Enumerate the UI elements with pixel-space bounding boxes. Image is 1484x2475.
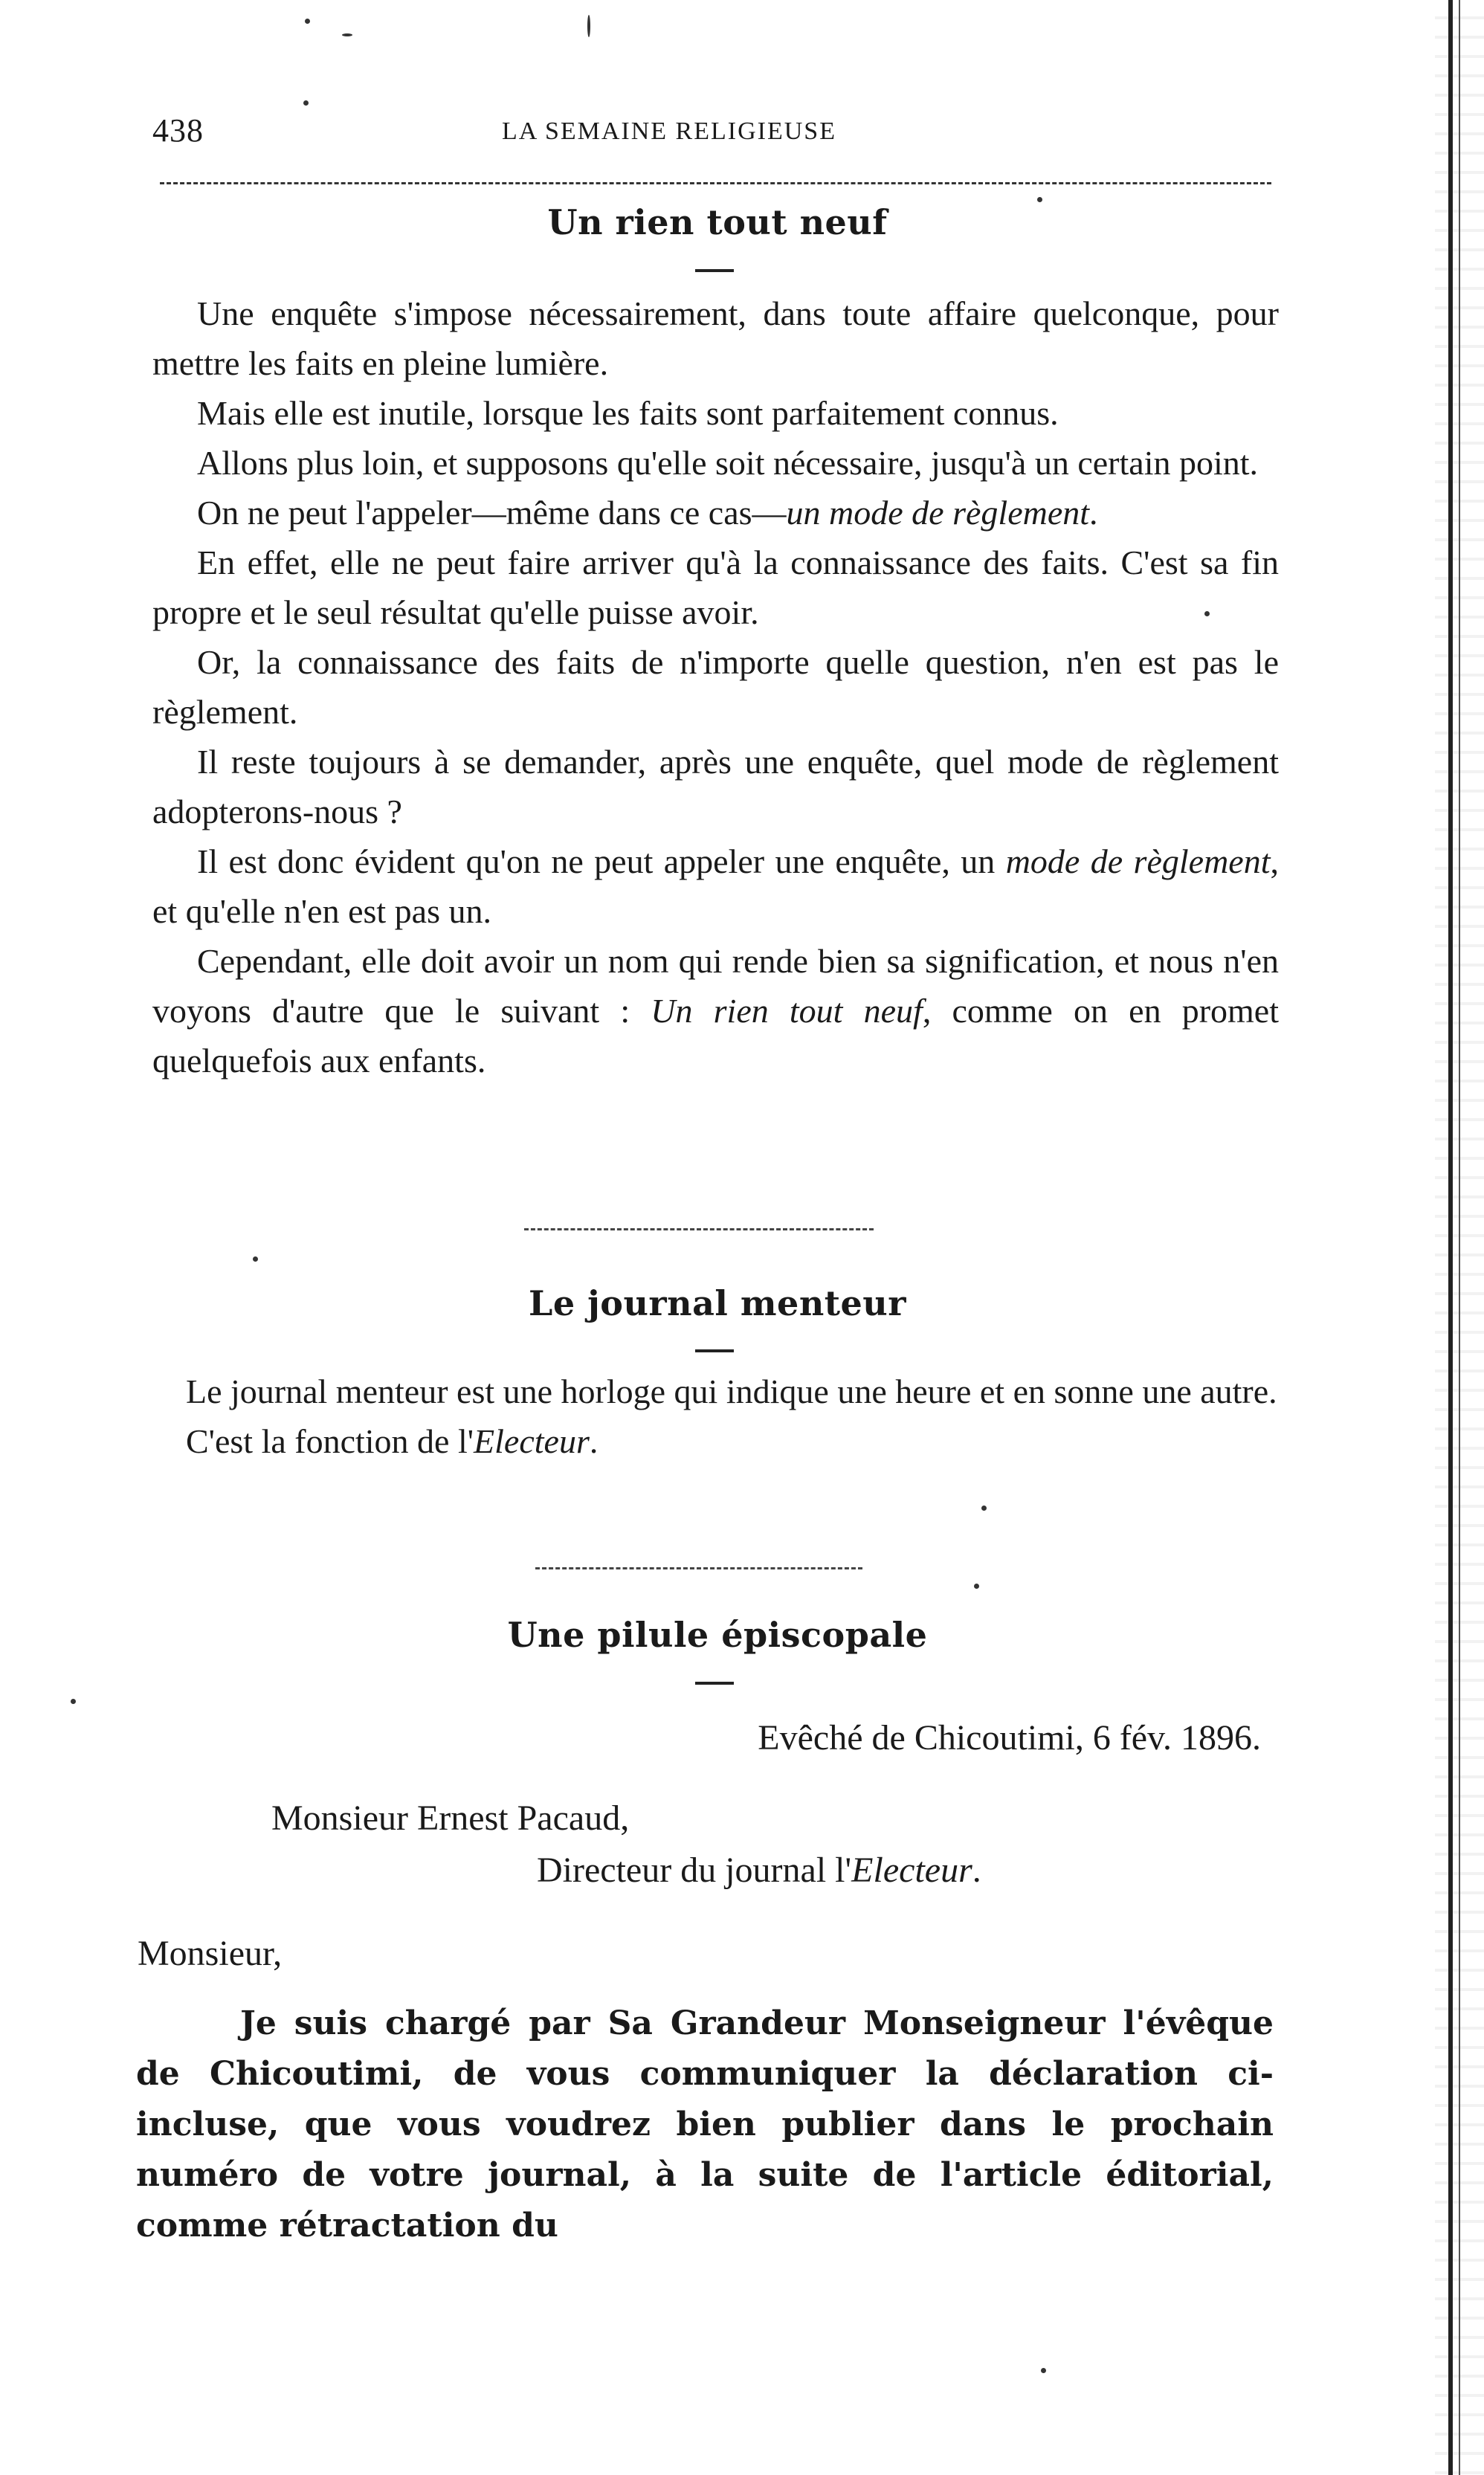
page-header <box>152 112 1283 164</box>
section-separator <box>524 1228 874 1230</box>
addressee-title <box>537 1850 981 1891</box>
binding-line <box>1448 0 1453 2475</box>
italic-run: un mode de règlement <box>786 494 1090 532</box>
scan-speck <box>71 1699 76 1704</box>
italic-run: Electeur <box>474 1422 590 1460</box>
italic-run: Electeur <box>851 1850 972 1890</box>
paragraph: Allons plus loin, et supposons qu'elle soit nécessaire, jusqu'à un certain point. <box>197 444 1259 482</box>
paragraph: Le journal menteur est une horloge qui indique une heure et en sonne une autre. <box>186 1372 1277 1410</box>
paragraph: Mais elle est inutile, lorsque les faits sont parfaitement connus. <box>197 394 1059 432</box>
header-rule <box>160 182 1271 184</box>
scan-speck <box>305 19 310 24</box>
section-separator <box>535 1567 862 1569</box>
text-run: . <box>589 1422 599 1460</box>
running-head: LA SEMAINE RELIGIEUSE <box>502 117 836 145</box>
title-rule <box>695 269 734 272</box>
paragraph: Il reste toujours à se demander, après une enquête, quel mode de règlement adopterons-nous ? <box>152 743 1279 830</box>
letter-body <box>136 1998 1274 2251</box>
section-title: Une pilule épiscopale <box>507 1615 928 1655</box>
text-run: Directeur du journal l' <box>537 1850 852 1890</box>
paragraph: En effet, elle ne peut faire arriver qu'à la connaissance des faits. C'est sa fin propre et le seul résultat qu'elle puisse avoir. <box>152 543 1279 631</box>
article-body <box>152 288 1279 1085</box>
paragraph: Or, la connaissance des faits de n'importe quelle question, n'en est pas le règlement. <box>152 643 1279 731</box>
scan-speck <box>1037 197 1042 202</box>
italic-run: Un rien tout neuf <box>651 992 923 1030</box>
text-run: Cependant, elle doit avoir un nom qui rende bien sa signification, et nous n'en voyons d'autre que le suivant : <box>152 942 1279 1030</box>
paragraph <box>152 936 1279 1085</box>
paragraph: Je suis chargé par Sa Grandeur Monseigneur l'évêque de Chicoutimi, de vous communiquer la déclaration ci-incluse, que vous voudrez bien publier dans le prochain numéro de votre journal, à la suite de l'article éditorial, comme rétractation du <box>136 2004 1274 2245</box>
text-run: On ne peut l'appeler—même dans ce cas— <box>197 494 787 532</box>
salutation: Monsieur, <box>138 1934 283 1973</box>
scan-speck <box>342 33 352 36</box>
text-run: , comme on en promet quelquefois aux enfants. <box>152 992 1280 1080</box>
dateline: Evêché de Chicoutimi, 6 fév. 1896. <box>758 1718 1261 1758</box>
paragraph <box>152 488 1279 538</box>
scan-speck <box>981 1506 987 1511</box>
text-run: , et qu'elle n'en est pas un. <box>152 842 1279 930</box>
paragraph: Une enquête s'impose nécessairement, dans toute affaire quelconque, pour mettre les faits en pleine lumière. <box>152 294 1279 382</box>
text-run: . <box>1089 494 1098 532</box>
article-body <box>141 1366 1279 1466</box>
section-title: Un rien tout neuf <box>547 202 888 242</box>
scan-speck <box>587 15 590 37</box>
paragraph <box>141 1416 1279 1466</box>
scan-speck <box>303 100 309 106</box>
text-run: Il est donc évident qu'on ne peut appeler une enquête, un <box>197 842 1006 880</box>
page-number: 438 <box>152 112 204 149</box>
section-title: Le journal menteur <box>529 1283 906 1323</box>
scan-speck <box>253 1256 258 1262</box>
binding-line-thin <box>1459 0 1460 2475</box>
scan-speck <box>974 1584 979 1589</box>
title-rule <box>695 1682 734 1685</box>
scan-speck <box>1041 2368 1046 2373</box>
title-rule <box>695 1349 734 1352</box>
italic-run: mode de règlement <box>1005 842 1271 880</box>
text-run: C'est la fonction de l' <box>186 1422 474 1460</box>
paragraph <box>152 836 1279 936</box>
addressee-name: Monsieur Ernest Pacaud, <box>271 1798 630 1838</box>
text-run: . <box>972 1850 981 1890</box>
